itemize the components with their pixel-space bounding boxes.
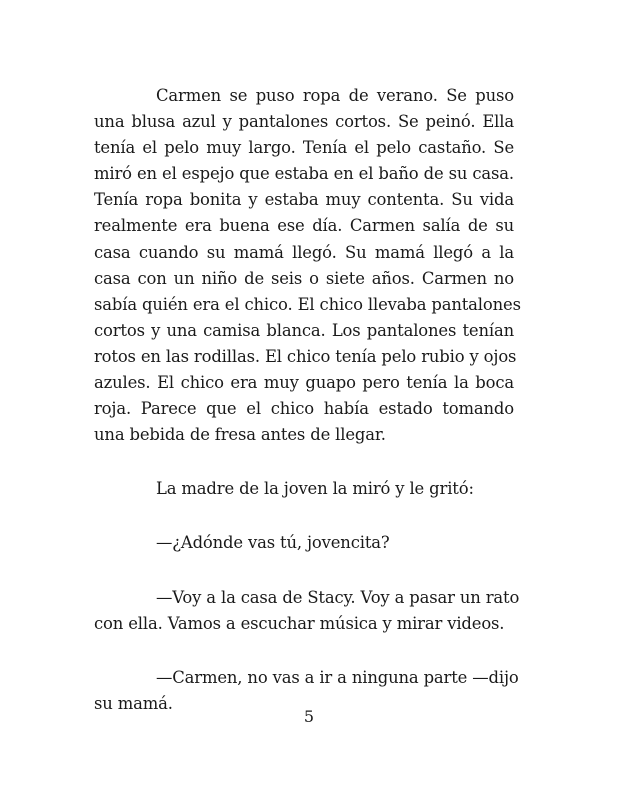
- text-line: miró en el espejo que estaba en el baño de su casa.: [94, 164, 514, 184]
- text-line: azules. El chico era muy guapo pero tenía la boca: [94, 373, 514, 393]
- text-line: cortos y una camisa blanca. Los pantalones tenían: [94, 320, 514, 340]
- text-line: tenía el pelo muy largo. Tenía el pelo castaño. Se: [94, 138, 514, 158]
- paragraph-gap: [94, 557, 514, 585]
- paragraph-gap: [94, 448, 514, 476]
- text-line: Carmen se puso ropa de verano. Se puso: [156, 86, 514, 105]
- text-line: casa con un niño de seis o siete años. Carmen no: [94, 268, 514, 288]
- paragraph-gap: [94, 502, 514, 530]
- text-line: sabía quién era el chico. El chico llevaba pantalones: [94, 294, 521, 314]
- dialogue-mother-question: —¿Adónde vas tú, jovencita?: [156, 533, 390, 553]
- text-line: —Voy a la casa de Stacy. Voy a pasar un rato: [156, 587, 520, 607]
- page-number: 5: [303, 707, 315, 726]
- text-line: roja. Parece que el chico había estado tomando: [94, 399, 514, 419]
- text-line: realmente era buena ese día. Carmen salía de su: [94, 216, 514, 236]
- dialogue-carmen-reply: [94, 585, 520, 637]
- text-line: —Carmen, no vas a ir a ninguna parte —dijo: [156, 667, 519, 687]
- text-line: casa cuando su mamá llegó. Su mamá llegó a la: [94, 242, 514, 262]
- text-line: una blusa azul y pantalones cortos. Se peinó. Ella: [94, 112, 514, 132]
- paragraph-carmen-description: [94, 83, 521, 448]
- text-line: con ella. Vamos a escuchar música y mirar videos.: [94, 613, 505, 633]
- paragraph-mother-shouts: La madre de la joven la miró y le gritó:: [156, 479, 474, 499]
- text-line: su mamá.: [94, 693, 173, 713]
- text-line: una bebida de fresa antes de llegar.: [94, 425, 386, 445]
- text-line: Tenía ropa bonita y estaba muy contenta. Su vida: [94, 190, 514, 210]
- text-line: rotos en las rodillas. El chico tenía pelo rubio y ojos: [94, 346, 517, 366]
- paragraph-gap: [94, 637, 514, 665]
- page-body: [94, 83, 521, 717]
